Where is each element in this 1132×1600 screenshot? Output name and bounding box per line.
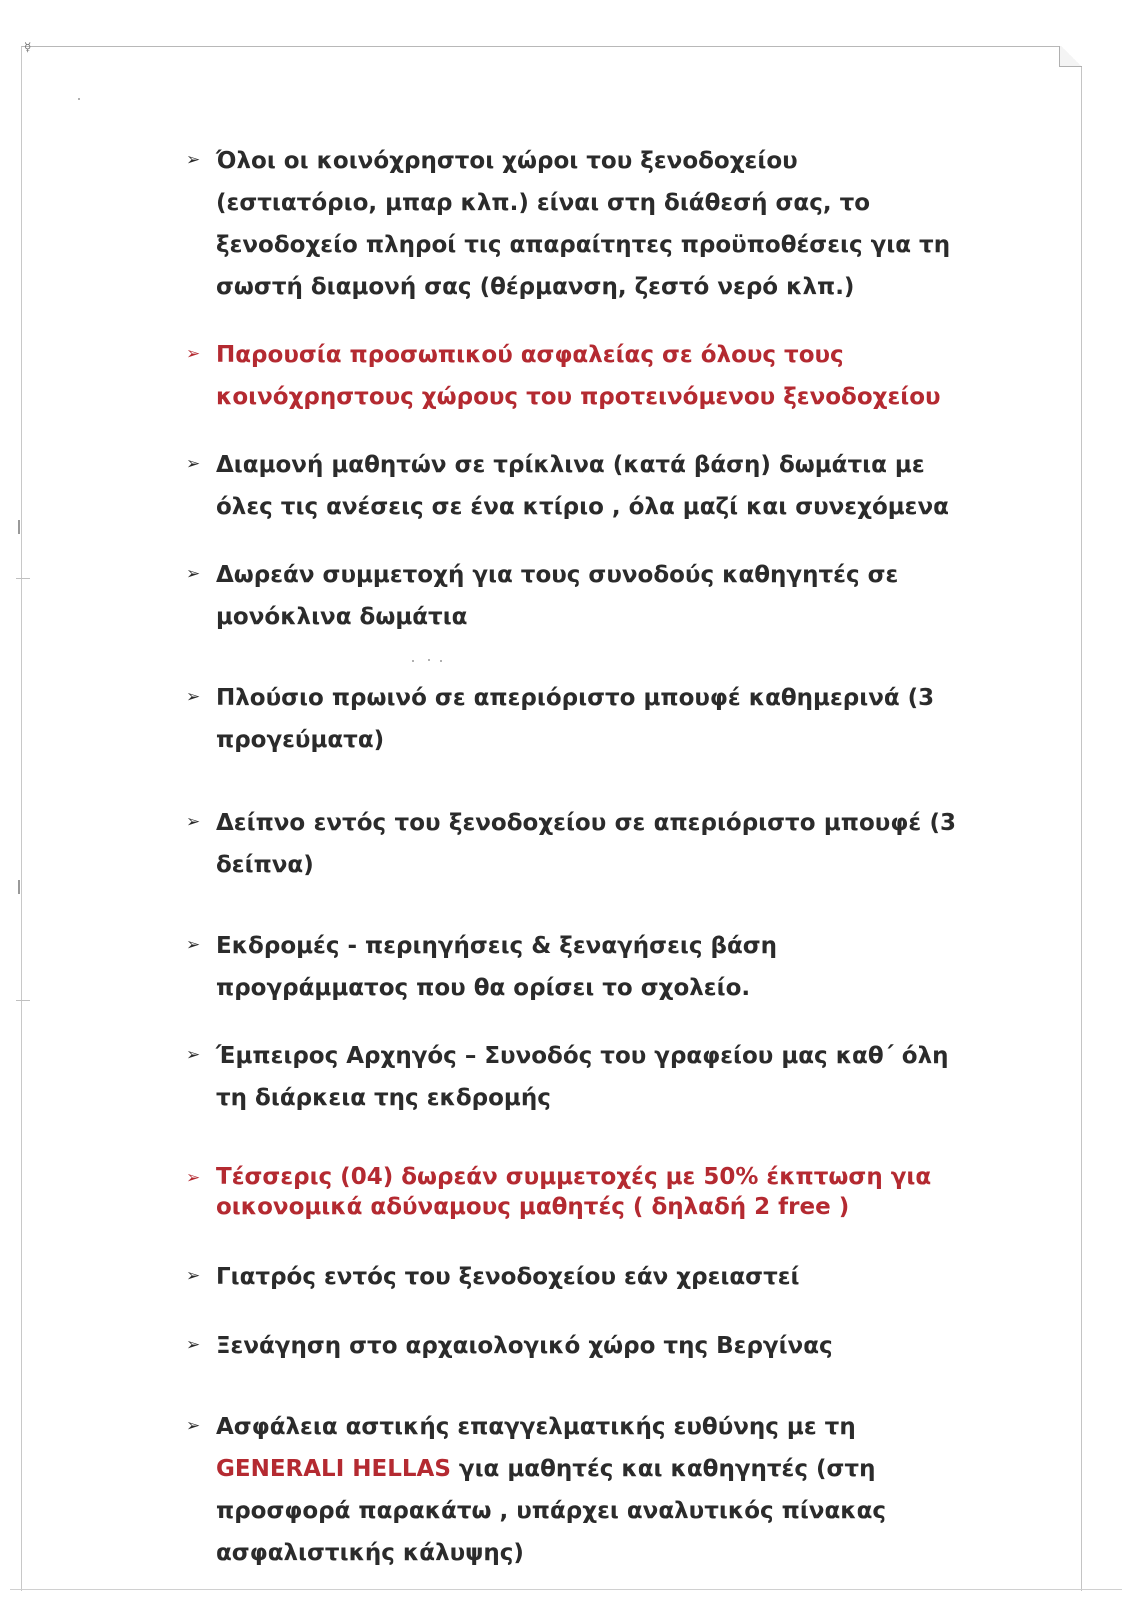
- list-item-text: Πλούσιο πρωινό σε απεριόριστο μπουφέ καθημερινά (3 προγεύματα): [216, 685, 935, 753]
- insurance-text-end: για μαθητές και καθηγητές (στη προσφορά παρακάτω , υπάρχει αναλυτικός πίνακας ασφαλιστικής κάλυψης): [216, 1456, 887, 1566]
- list-item-excursions: [186, 925, 956, 1009]
- list-item-free-places: [186, 1162, 956, 1222]
- bullet-arrow-icon: ➢: [186, 150, 201, 170]
- scan-speck: [412, 660, 414, 662]
- left-margin-mark: [18, 880, 20, 894]
- list-item-text: Διαμονή μαθητών σε τρίκλινα (κατά βάση) δωμάτια με όλες τις ανέσεις σε ένα κτίριο , όλα μαζί και συνεχόμενα: [216, 452, 949, 520]
- list-item-text: Τέσσερις (04) δωρεάν συμμετοχές με 50% έκπτωση για οικονομικά αδύναμους μαθητές ( δηλαδή 2 free ): [216, 1164, 932, 1220]
- list-item-vergina: [186, 1325, 956, 1367]
- list-item-text: Εκδρομές - περιηγήσεις & ξεναγήσεις βάση προγράμματος που θα ορίσει το σχολείο.: [216, 933, 778, 1001]
- bullet-arrow-icon: ➢: [186, 1266, 201, 1286]
- list-item-breakfast: [186, 677, 956, 761]
- list-item-insurance: [186, 1406, 956, 1574]
- bullet-arrow-icon: ➢: [186, 1335, 201, 1355]
- bullet-arrow-icon: ➢: [186, 1045, 201, 1065]
- list-item-leader: [186, 1035, 956, 1119]
- list-item-text: Ξενάγηση στο αρχαιολογικό χώρο της Βεργίνας: [216, 1333, 833, 1359]
- page-corner-fold: [1059, 46, 1082, 67]
- list-item-security: [186, 334, 956, 418]
- bullet-arrow-icon: ➢: [186, 1416, 201, 1436]
- list-item-dinner: [186, 802, 956, 886]
- list-item-text: Δείπνο εντός του ξενοδοχείου σε απεριόριστο μπουφέ (3 δείπνα): [216, 810, 956, 878]
- bullet-arrow-icon: ➢: [186, 344, 201, 364]
- list-item-student-rooms: [186, 444, 956, 528]
- bullet-arrow-icon: ➢: [186, 935, 201, 955]
- corner-mark-icon: ☿: [24, 40, 32, 54]
- page-bottom-edge: [10, 1589, 1122, 1590]
- left-margin-mark: [16, 578, 30, 579]
- left-margin-mark: [16, 1000, 30, 1001]
- insurer-brand-name: GENERALI HELLAS: [216, 1456, 451, 1482]
- list-item-teachers: [186, 554, 956, 638]
- scan-speck: [440, 660, 442, 662]
- list-item-text: Γιατρός εντός του ξενοδοχείου εάν χρειαστεί: [216, 1264, 800, 1290]
- list-item-text: Δωρεάν συμμετοχή για τους συνοδούς καθηγητές σε μονόκλινα δωμάτια: [216, 562, 899, 630]
- list-item-text: Παρουσία προσωπικού ασφαλείας σε όλους τους κοινόχρηστους χώρους του προτεινόμενου ξενοδοχείου: [216, 342, 941, 410]
- scan-speck: [78, 98, 80, 100]
- bullet-arrow-icon: ➢: [186, 1168, 201, 1188]
- left-margin-mark: [18, 520, 20, 534]
- bullet-arrow-icon: ➢: [186, 454, 201, 474]
- bullet-arrow-icon: ➢: [186, 812, 201, 832]
- insurance-text-start: Ασφάλεια αστικής επαγγελματικής ευθύνης με τη: [216, 1414, 856, 1440]
- list-item-doctor: [186, 1256, 956, 1298]
- list-item-text: Έμπειρος Αρχηγός – Συνοδός του γραφείου μας καθ΄ όλη τη διάρκεια της εκδρομής: [216, 1043, 949, 1111]
- list-item-common-areas: [186, 140, 956, 308]
- bullet-arrow-icon: ➢: [186, 564, 201, 584]
- bullet-arrow-icon: ➢: [186, 687, 201, 707]
- scan-speck: [428, 659, 430, 661]
- list-item-text: Όλοι οι κοινόχρηστοι χώροι του ξενοδοχείου (εστιατόριο, μπαρ κλπ.) είναι στη διάθεσή σας, το ξενοδοχείο πληροί τις απαραίτητες προϋποθέσεις για τη σωστή διαμονή σας (θέρμανση, ζεστό νερό κλπ.): [216, 148, 951, 300]
- list-item-text: [186, 1406, 956, 1574]
